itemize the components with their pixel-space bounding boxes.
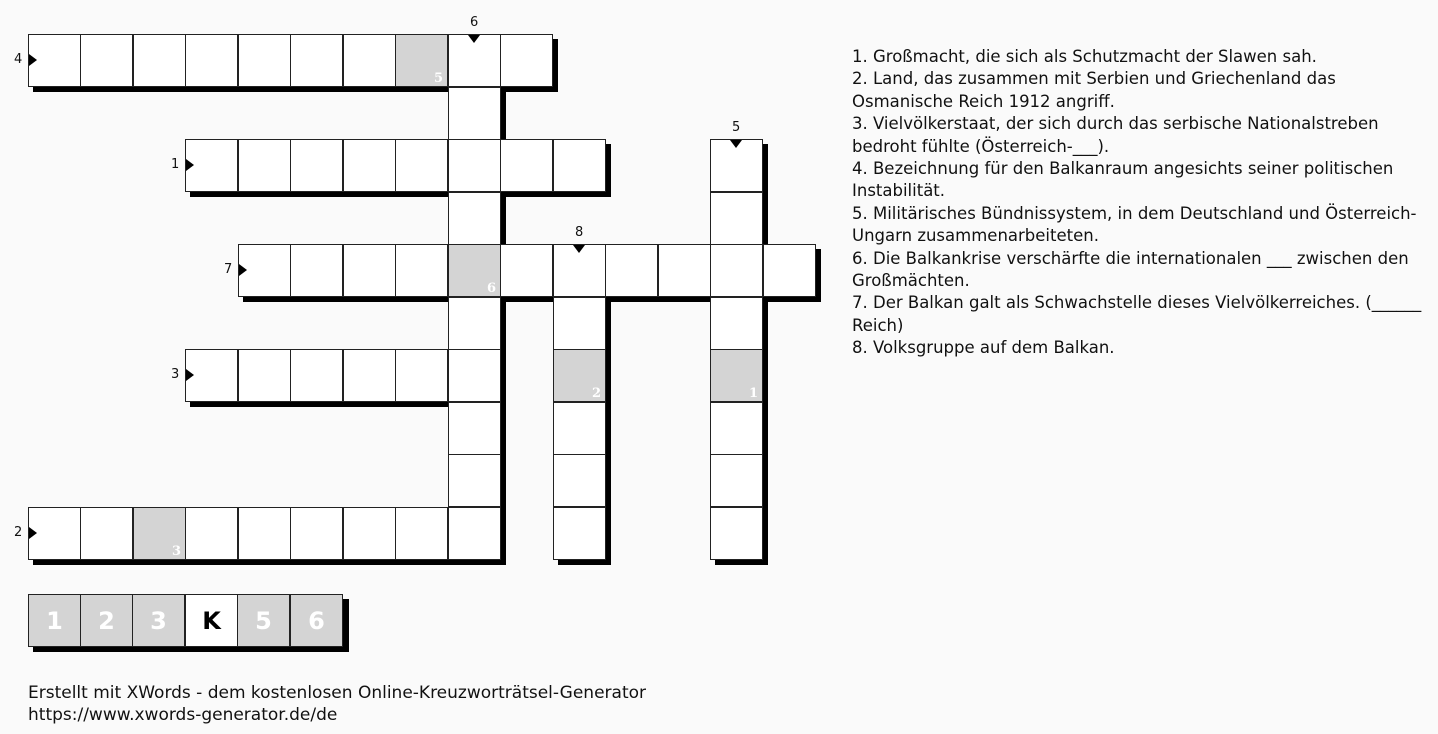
clue-3: 3. Vielvölkerstaat, der sich durch das serbische Nationalstreben bedroht fühlte (Österreich-___). [852,114,1384,156]
letter-cell[interactable] [605,244,658,297]
letter-cell[interactable] [448,507,501,560]
letter-cell[interactable] [500,139,553,192]
word-number-2: 2 [14,525,23,540]
word-number-8: 8 [575,225,584,240]
letter-cell[interactable] [395,349,448,402]
letter-cell[interactable] [658,244,711,297]
letter-cell[interactable] [80,34,133,87]
letter-cell[interactable] [553,454,606,507]
letter-cell[interactable] [500,244,553,297]
arrow-right-icon [239,264,247,276]
letter-cell[interactable] [185,34,238,87]
letter-cell[interactable] [290,349,343,402]
footer-url[interactable]: https://www.xwords-generator.de/de [28,705,338,725]
letter-cell[interactable] [395,507,448,560]
clue-4: 4. Bezeichnung für den Balkanraum angesichts seiner politischen Instabilität. [852,159,1399,201]
letter-cell[interactable] [553,402,606,455]
letter-cell[interactable] [133,34,186,87]
letter-cell[interactable] [80,507,133,560]
letter-cell[interactable] [763,244,816,297]
arrow-down-icon [573,245,585,253]
clue-1: 1. Großmacht, die sich als Schutzmacht der Slawen sah. [852,47,1317,66]
arrow-right-icon [186,159,194,171]
letter-cell[interactable] [710,192,763,245]
arrow-right-icon [29,54,37,66]
letter-cell[interactable] [343,139,396,192]
letter-cell[interactable] [343,34,396,87]
word-number-4: 4 [14,52,23,67]
solution-cell-1[interactable]: 1 [28,594,81,647]
letter-cell[interactable] [553,139,606,192]
letter-cell[interactable] [710,297,763,350]
letter-cell[interactable] [710,454,763,507]
solution-index: 6 [486,281,496,296]
letter-cell[interactable] [290,139,343,192]
footer-credit: Erstellt mit XWords - dem kostenlosen Online-Kreuzworträtsel-Generator [28,683,646,703]
solution-letter-cell[interactable] [133,507,186,560]
letter-cell[interactable] [238,139,291,192]
letter-cell[interactable] [448,454,501,507]
clue-2: 2. Land, das zusammen mit Serbien und Griechenland das Osmanische Reich 1912 angriff. [852,69,1342,111]
letter-cell[interactable] [553,297,606,350]
solution-cell-2[interactable]: 2 [80,594,133,647]
letter-cell[interactable] [238,349,291,402]
letter-cell[interactable] [290,507,343,560]
letter-cell[interactable] [710,244,763,297]
letter-cell[interactable] [185,507,238,560]
letter-cell[interactable] [343,244,396,297]
word-number-1: 1 [171,157,180,172]
solution-cell-6[interactable]: 6 [290,594,343,647]
letter-cell[interactable] [500,34,553,87]
solution-index: 3 [171,544,181,559]
arrow-down-icon [730,140,742,148]
word-number-3: 3 [171,367,180,382]
clue-list [852,46,1438,360]
letter-cell[interactable] [448,192,501,245]
word-number-5: 5 [732,120,741,135]
letter-cell[interactable] [448,349,501,402]
clue-6: 6. Die Balkankrise verschärfte die internationalen ___ zwischen den Großmächten. [852,248,1414,291]
clue-8: 8. Volksgruppe auf dem Balkan. [852,338,1115,358]
arrow-right-icon [29,527,37,539]
solution-cell-5[interactable]: 5 [237,594,290,647]
solution-letter-cell[interactable] [395,34,448,87]
arrow-down-icon [468,35,480,43]
letter-cell[interactable] [343,507,396,560]
clue-5: 5. Militärisches Bündnissystem, in dem Deutschland und Österreich-Ungarn zusammenarbeiteten. [852,203,1417,246]
letter-cell[interactable] [448,297,501,350]
crossword-grid [0,0,840,580]
letter-cell[interactable] [238,34,291,87]
letter-cell[interactable] [448,402,501,455]
letter-cell[interactable] [290,244,343,297]
word-number-6: 6 [470,15,479,30]
letter-cell[interactable] [395,139,448,192]
letter-cell[interactable] [710,507,763,560]
letter-cell[interactable] [448,87,501,140]
letter-cell[interactable] [343,349,396,402]
letter-cell[interactable] [238,507,291,560]
arrow-right-icon [186,369,194,381]
clue-7: 7. Der Balkan galt als Schwachstelle dieses Vielvölkerreiches. (______ Reich) [852,293,1427,335]
solution-cell-3[interactable]: 3 [132,594,185,647]
solution-letter-cell[interactable] [448,244,501,297]
solution-cell-given: K [185,594,238,647]
solution-index: 5 [433,71,443,86]
letter-cell[interactable] [710,402,763,455]
letter-cell[interactable] [448,139,501,192]
footer [28,682,646,726]
solution-letter-cell[interactable] [710,349,763,402]
letter-cell[interactable] [553,507,606,560]
solution-letter-cell[interactable] [553,349,606,402]
letter-cell[interactable] [395,244,448,297]
solution-index: 1 [748,386,758,401]
word-number-7: 7 [224,262,233,277]
letter-cell[interactable] [290,34,343,87]
solution-index: 2 [591,386,601,401]
